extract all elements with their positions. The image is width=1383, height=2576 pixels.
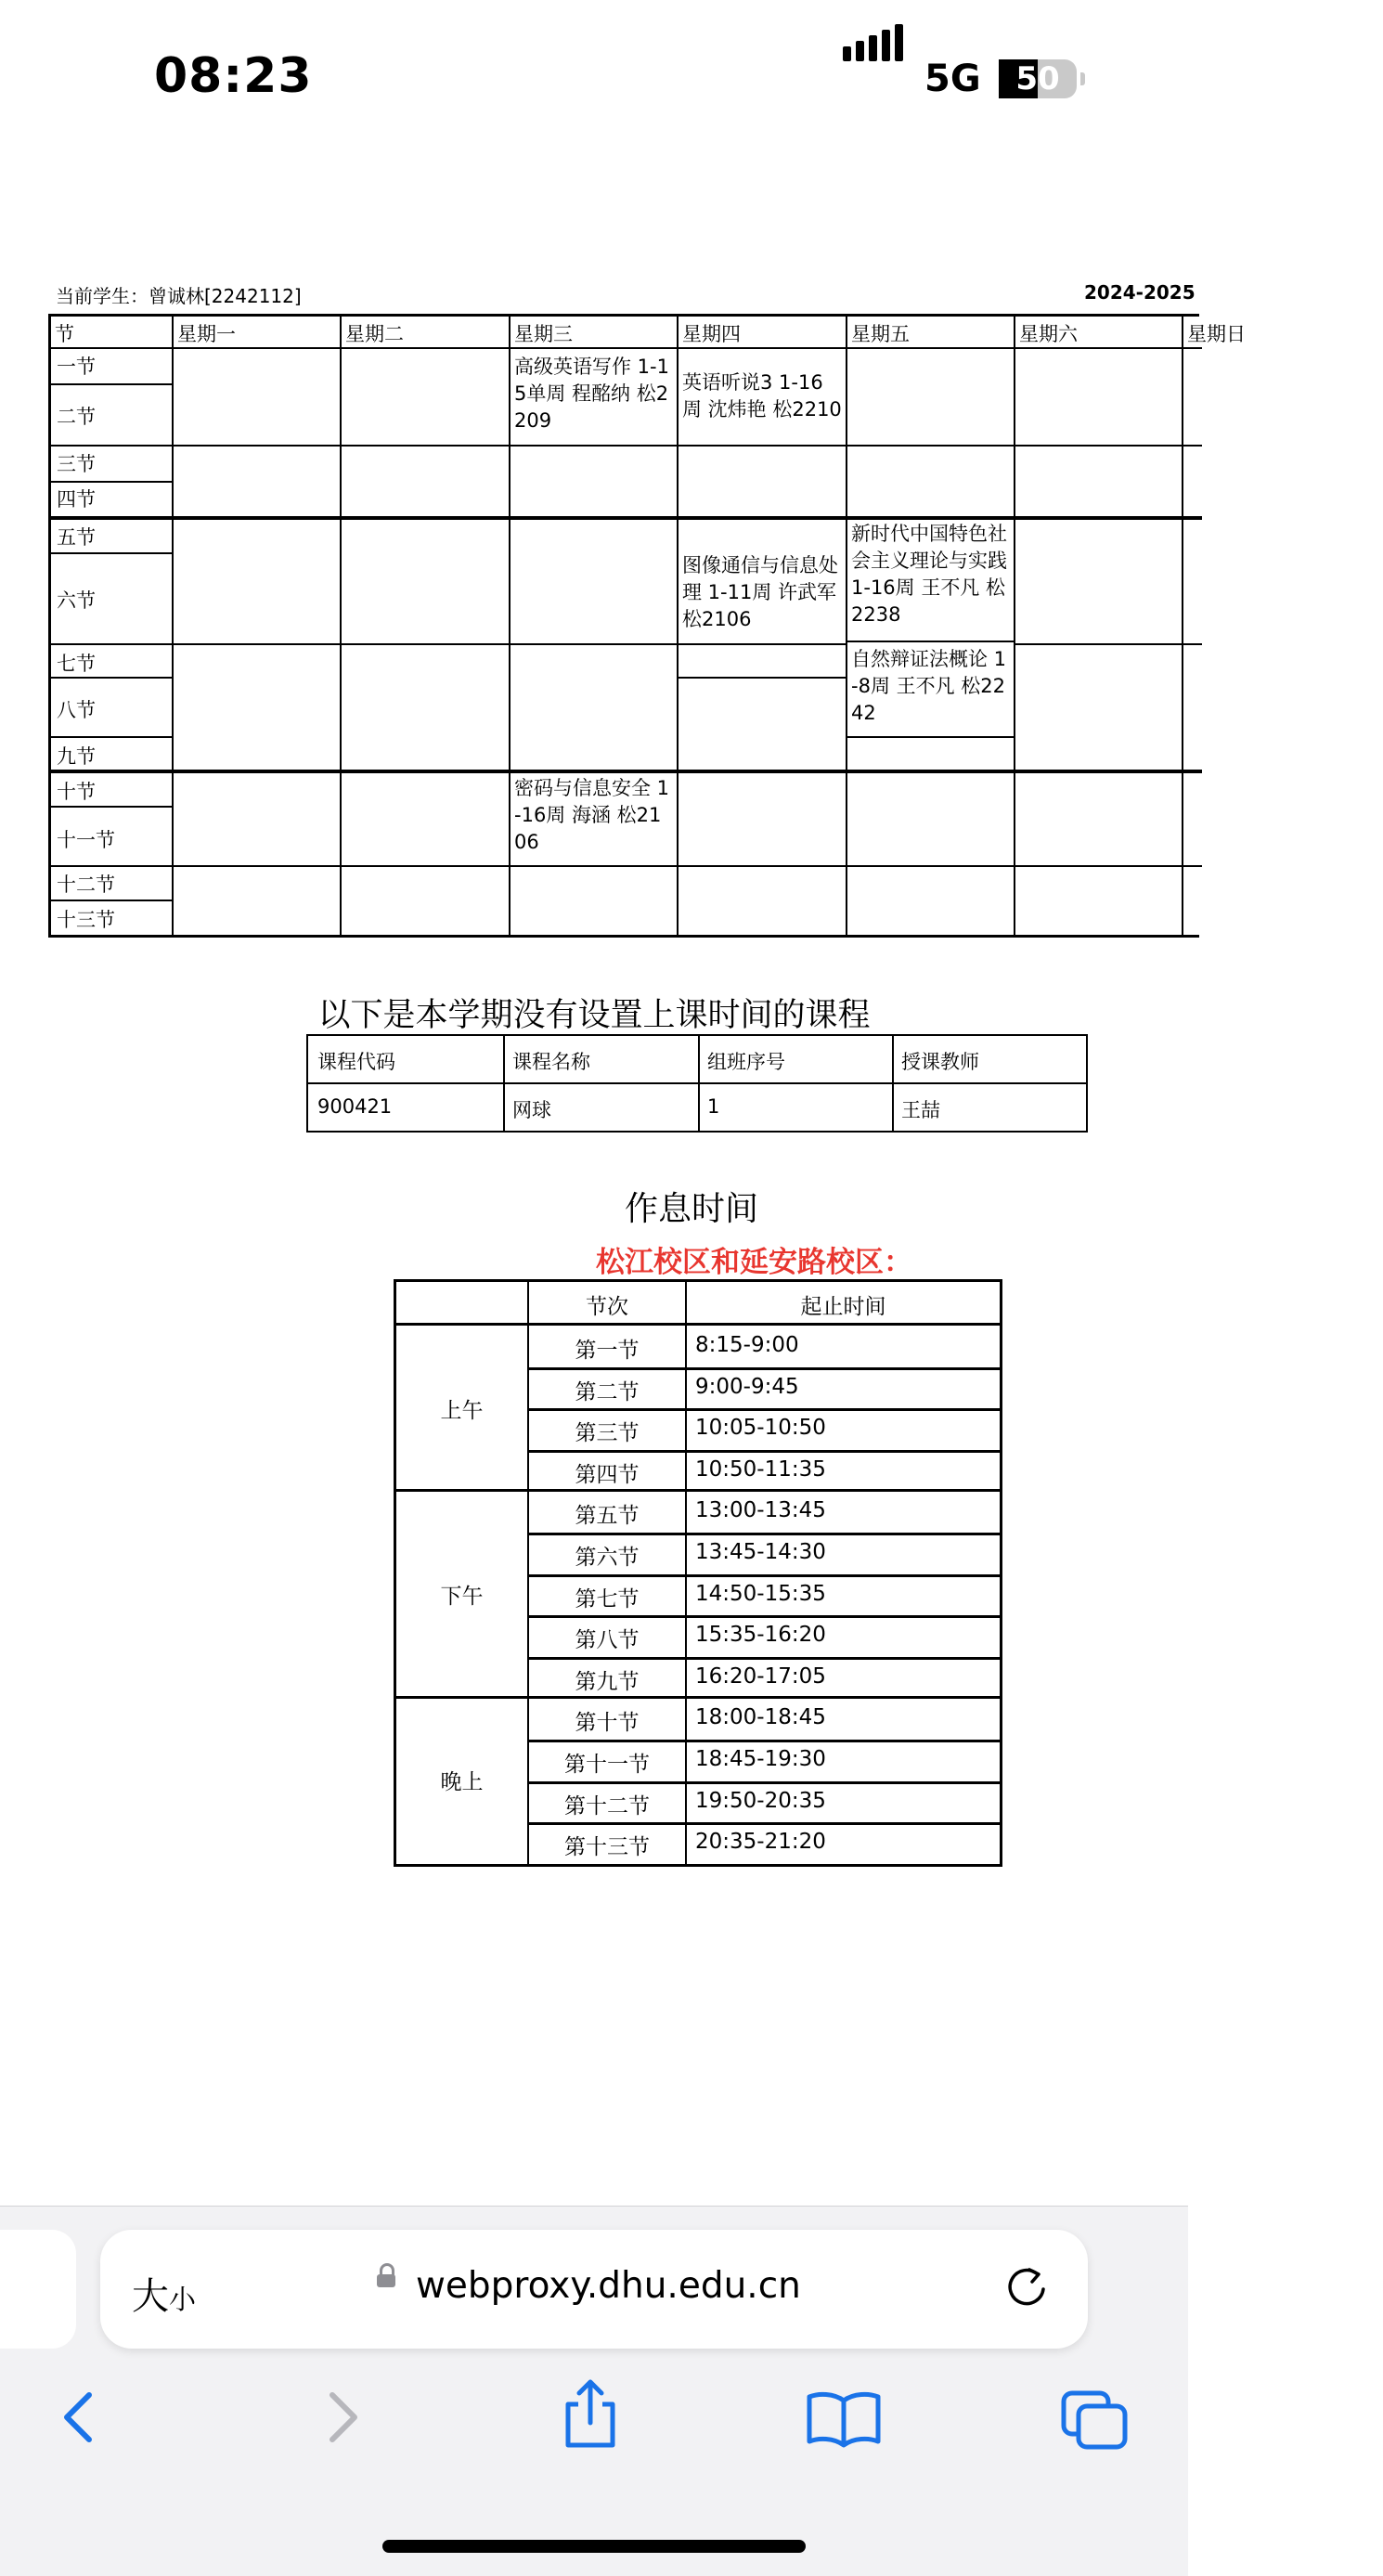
- cell-course-name: 网球: [512, 1099, 551, 1121]
- battery-percent: 50: [1015, 60, 1060, 97]
- campus-label: 松江校区和延安路校区：: [596, 1246, 912, 1279]
- rest-period: 第六节: [575, 1546, 640, 1570]
- rest-time-range: 19:50-20:35: [695, 1789, 826, 1813]
- share-icon[interactable]: [555, 2378, 626, 2449]
- col-header-sun: 星期日: [1187, 323, 1246, 345]
- period-label: 三节: [57, 453, 96, 475]
- text-size-button[interactable]: [132, 2267, 196, 2320]
- rest-period: 第四节: [575, 1463, 640, 1487]
- lock-icon: [377, 2274, 395, 2287]
- rest-period: 第一节: [575, 1339, 640, 1363]
- rest-period: 第十二节: [564, 1794, 650, 1819]
- rest-time-range: 18:00-18:45: [695, 1705, 826, 1729]
- rest-time-range: 18:45-19:30: [695, 1747, 826, 1771]
- battery-cap: [1080, 72, 1085, 85]
- col-header-course-code: 课程代码: [317, 1051, 395, 1073]
- rest-period: 第十节: [575, 1711, 640, 1735]
- rest-time-range: 13:00-13:45: [695, 1498, 826, 1522]
- rest-time-range: 10:50-11:35: [695, 1457, 826, 1482]
- cell-class-number: 1: [707, 1095, 720, 1118]
- period-label: 二节: [57, 406, 96, 428]
- home-indicator[interactable]: [382, 2540, 806, 2553]
- cell-course-code: 900421: [317, 1095, 393, 1118]
- col-header-tue: 星期二: [345, 323, 404, 345]
- col-header-fri: 星期五: [851, 323, 910, 345]
- unscheduled-table: [306, 1034, 1088, 1133]
- period-label: 九节: [57, 745, 96, 768]
- status-time: 08:23: [154, 48, 313, 104]
- rest-period: 第三节: [575, 1421, 640, 1445]
- period-label: 六节: [57, 589, 96, 612]
- rest-period: 第五节: [575, 1504, 640, 1528]
- col-header-time-range: 起止时间: [800, 1295, 886, 1319]
- course-english-listening-speaking[interactable]: 英语听说3 1-16周 沈炜艳 松2210: [682, 371, 842, 421]
- col-header-teacher: 授课教师: [901, 1051, 979, 1073]
- rest-period: 第七节: [575, 1587, 640, 1612]
- col-header-course-name: 课程名称: [512, 1051, 590, 1073]
- course-dialectics-of-nature[interactable]: 自然辩证法概论 1-8周 王不凡 松2242: [851, 648, 1007, 724]
- col-header-period: 节次: [586, 1295, 628, 1319]
- academic-year: 2024-2025: [1084, 281, 1196, 304]
- unscheduled-title: 以下是本学期没有设置上课时间的课程: [317, 997, 871, 1034]
- rest-time-range: 16:20-17:05: [695, 1664, 826, 1689]
- cell-teacher: 王喆: [901, 1099, 940, 1121]
- forward-icon[interactable]: [306, 2388, 377, 2447]
- period-label: 四节: [57, 488, 96, 511]
- address-bar[interactable]: [100, 2230, 1088, 2349]
- period-label: 五节: [57, 526, 96, 549]
- group-morning: 上午: [440, 1399, 484, 1423]
- rest-period: 第二节: [575, 1380, 640, 1405]
- period-label: 十二节: [57, 874, 115, 896]
- rest-time-table: [394, 1279, 1002, 1867]
- group-evening: 晚上: [440, 1770, 484, 1794]
- back-icon[interactable]: [45, 2388, 115, 2447]
- col-header-thu: 星期四: [682, 323, 741, 345]
- rest-time-title: 作息时间: [624, 1190, 758, 1228]
- bookmarks-icon[interactable]: [804, 2388, 884, 2447]
- rest-time-range: 10:05-10:50: [695, 1416, 826, 1440]
- rest-time-range: 15:35-16:20: [695, 1623, 826, 1647]
- rest-time-range: 14:50-15:35: [695, 1582, 826, 1606]
- period-label: 八节: [57, 699, 96, 721]
- rest-period: 第九节: [575, 1670, 640, 1694]
- period-label: 十节: [57, 781, 96, 803]
- url-text[interactable]: webproxy.dhu.edu.cn: [416, 2265, 801, 2307]
- rest-time-range: 8:15-9:00: [695, 1333, 799, 1357]
- course-image-communication[interactable]: 图像通信与信息处理 1-11周 许武军 松2106: [682, 554, 838, 630]
- course-socialism-theory[interactable]: 新时代中国特色社会主义理论与实践 1-16周 王不凡 松2238: [851, 523, 1007, 626]
- col-header-wed: 星期三: [514, 323, 573, 345]
- battery-icon: [999, 59, 1077, 98]
- rest-time-range: 20:35-21:20: [695, 1830, 826, 1854]
- previous-tab-pill[interactable]: [0, 2230, 76, 2349]
- rest-time-range: 9:00-9:45: [695, 1375, 799, 1399]
- course-cryptography[interactable]: 密码与信息安全 1-16周 海涵 松2106: [514, 777, 670, 853]
- col-header-class-number: 组班序号: [707, 1051, 785, 1073]
- period-label: 十三节: [57, 909, 115, 931]
- rest-time-range: 13:45-14:30: [695, 1540, 826, 1564]
- text-size-small: 小: [169, 2284, 197, 2315]
- text-size-big: 大: [132, 2275, 169, 2318]
- period-label: 十一节: [57, 829, 115, 851]
- student-label: 当前学生：曾诚林[2242112]: [56, 285, 302, 307]
- rest-period: 第十一节: [564, 1753, 650, 1777]
- course-advanced-english-writing[interactable]: 高级英语写作 1-15单周 程酩纳 松2209: [514, 356, 669, 432]
- network-type: 5G: [924, 58, 981, 100]
- group-afternoon: 下午: [440, 1585, 484, 1609]
- tabs-icon[interactable]: [1058, 2388, 1132, 2453]
- period-label: 七节: [57, 653, 96, 675]
- col-header-sat: 星期六: [1019, 323, 1078, 345]
- rest-period: 第八节: [575, 1628, 640, 1652]
- rest-period: 第十三节: [564, 1835, 650, 1859]
- reload-icon[interactable]: [1001, 2261, 1053, 2313]
- period-label: 一节: [57, 356, 96, 378]
- col-header-mon: 星期一: [177, 323, 236, 345]
- timetable: [48, 314, 1246, 938]
- col-header-period: 节: [55, 323, 74, 345]
